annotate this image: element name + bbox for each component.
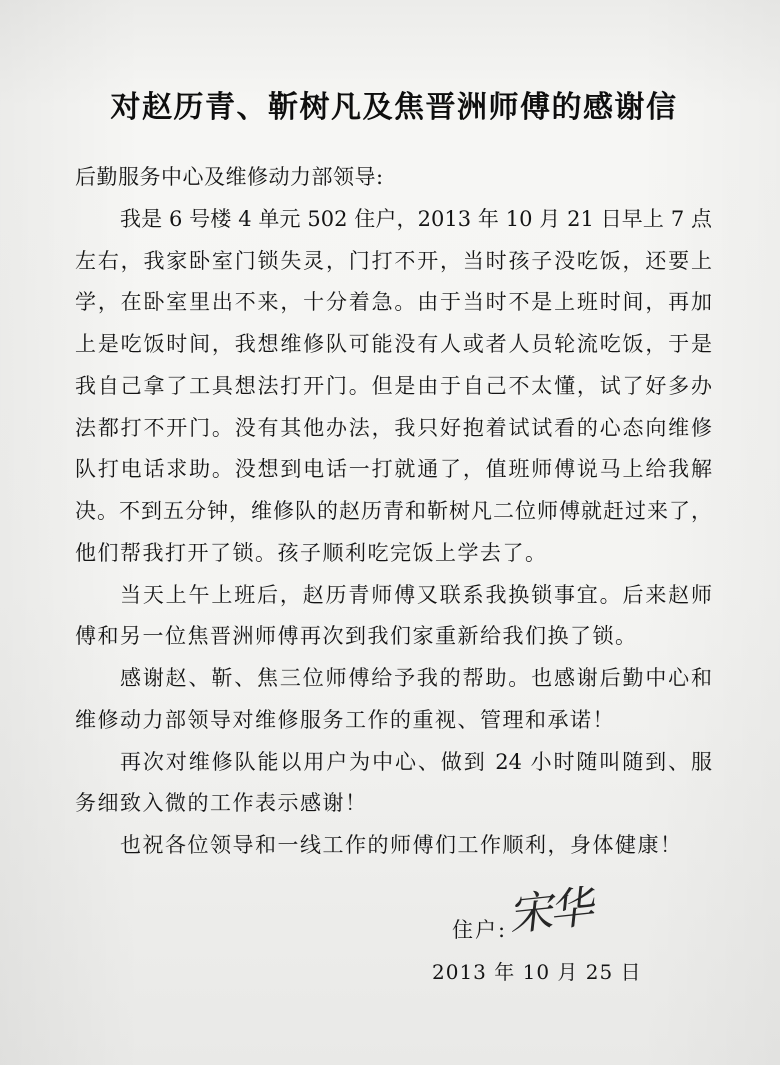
paragraph-1-line: 法都打不开门。没有其他办法，我只好抱着试试看的心态向维修 <box>75 415 712 440</box>
paragraph-1-line: 学，在卧室里出不来，十分着急。由于当时不是上班时间，再加 <box>75 290 712 315</box>
letter-body <box>75 157 712 867</box>
paragraph-1-line: 我是 6 号楼 4 单元 502 住户，2013 年 10 月 21 日早上 7 点 <box>120 206 712 231</box>
signer-label: 住户: <box>452 918 508 942</box>
paragraph-1-line: 上是吃饭时间，我想维修队可能没有人或者人员轮流吃饭，于是 <box>75 332 712 356</box>
paragraph-1-line: 队打电话求助。没想到电话一打就通了，值班师傅说马上给我解 <box>75 457 712 482</box>
letter-date: 2013 年 10 月 25 日 <box>432 960 642 984</box>
paragraph-3-line: 感谢赵、靳、焦三位师傅给予我的帮助。也感谢后勤中心和 <box>120 666 712 690</box>
paragraph-4-line: 务细致入微的工作表示感谢！ <box>75 791 368 816</box>
paragraph-1-line: 我自己拿了工具想法打开门。但是由于自己不太懂，试了好多办 <box>75 373 712 398</box>
paragraph-2-line: 傅和另一位焦晋洲师傅再次到我们家重新给我们换了锁。 <box>75 624 638 649</box>
paragraph-4-line: 再次对维修队能以用户为中心、做到 24 小时随叫随到、服 <box>120 749 712 774</box>
salutation: 后勤服务中心及维修动力部领导: <box>75 165 384 189</box>
paragraph-1-line: 他们帮我打开了锁。孩子顺利吃完饭上学去了。 <box>75 540 548 565</box>
paragraph-3-line: 维修动力部领导对维修服务工作的重视、管理和承诺！ <box>75 707 615 732</box>
paragraph-1-line: 决。不到五分钟，维修队的赵历青和靳树凡二位师傅就赶过来了， <box>75 499 712 523</box>
handwritten-signature: 宋华 <box>509 880 597 942</box>
paragraph-1-line: 左右，我家卧室门锁失灵，门打不开，当时孩子没吃饭，还要上 <box>75 248 712 273</box>
paragraph-5-line: 也祝各位领导和一线工作的师傅们工作顺利，身体健康！ <box>120 833 683 857</box>
letter-title: 对赵历青、靳树凡及焦晋洲师傅的感谢信 <box>110 90 678 125</box>
paragraph-2-line: 当天上午上班后，赵历青师傅又联系我换锁事宜。后来赵师 <box>120 582 712 607</box>
